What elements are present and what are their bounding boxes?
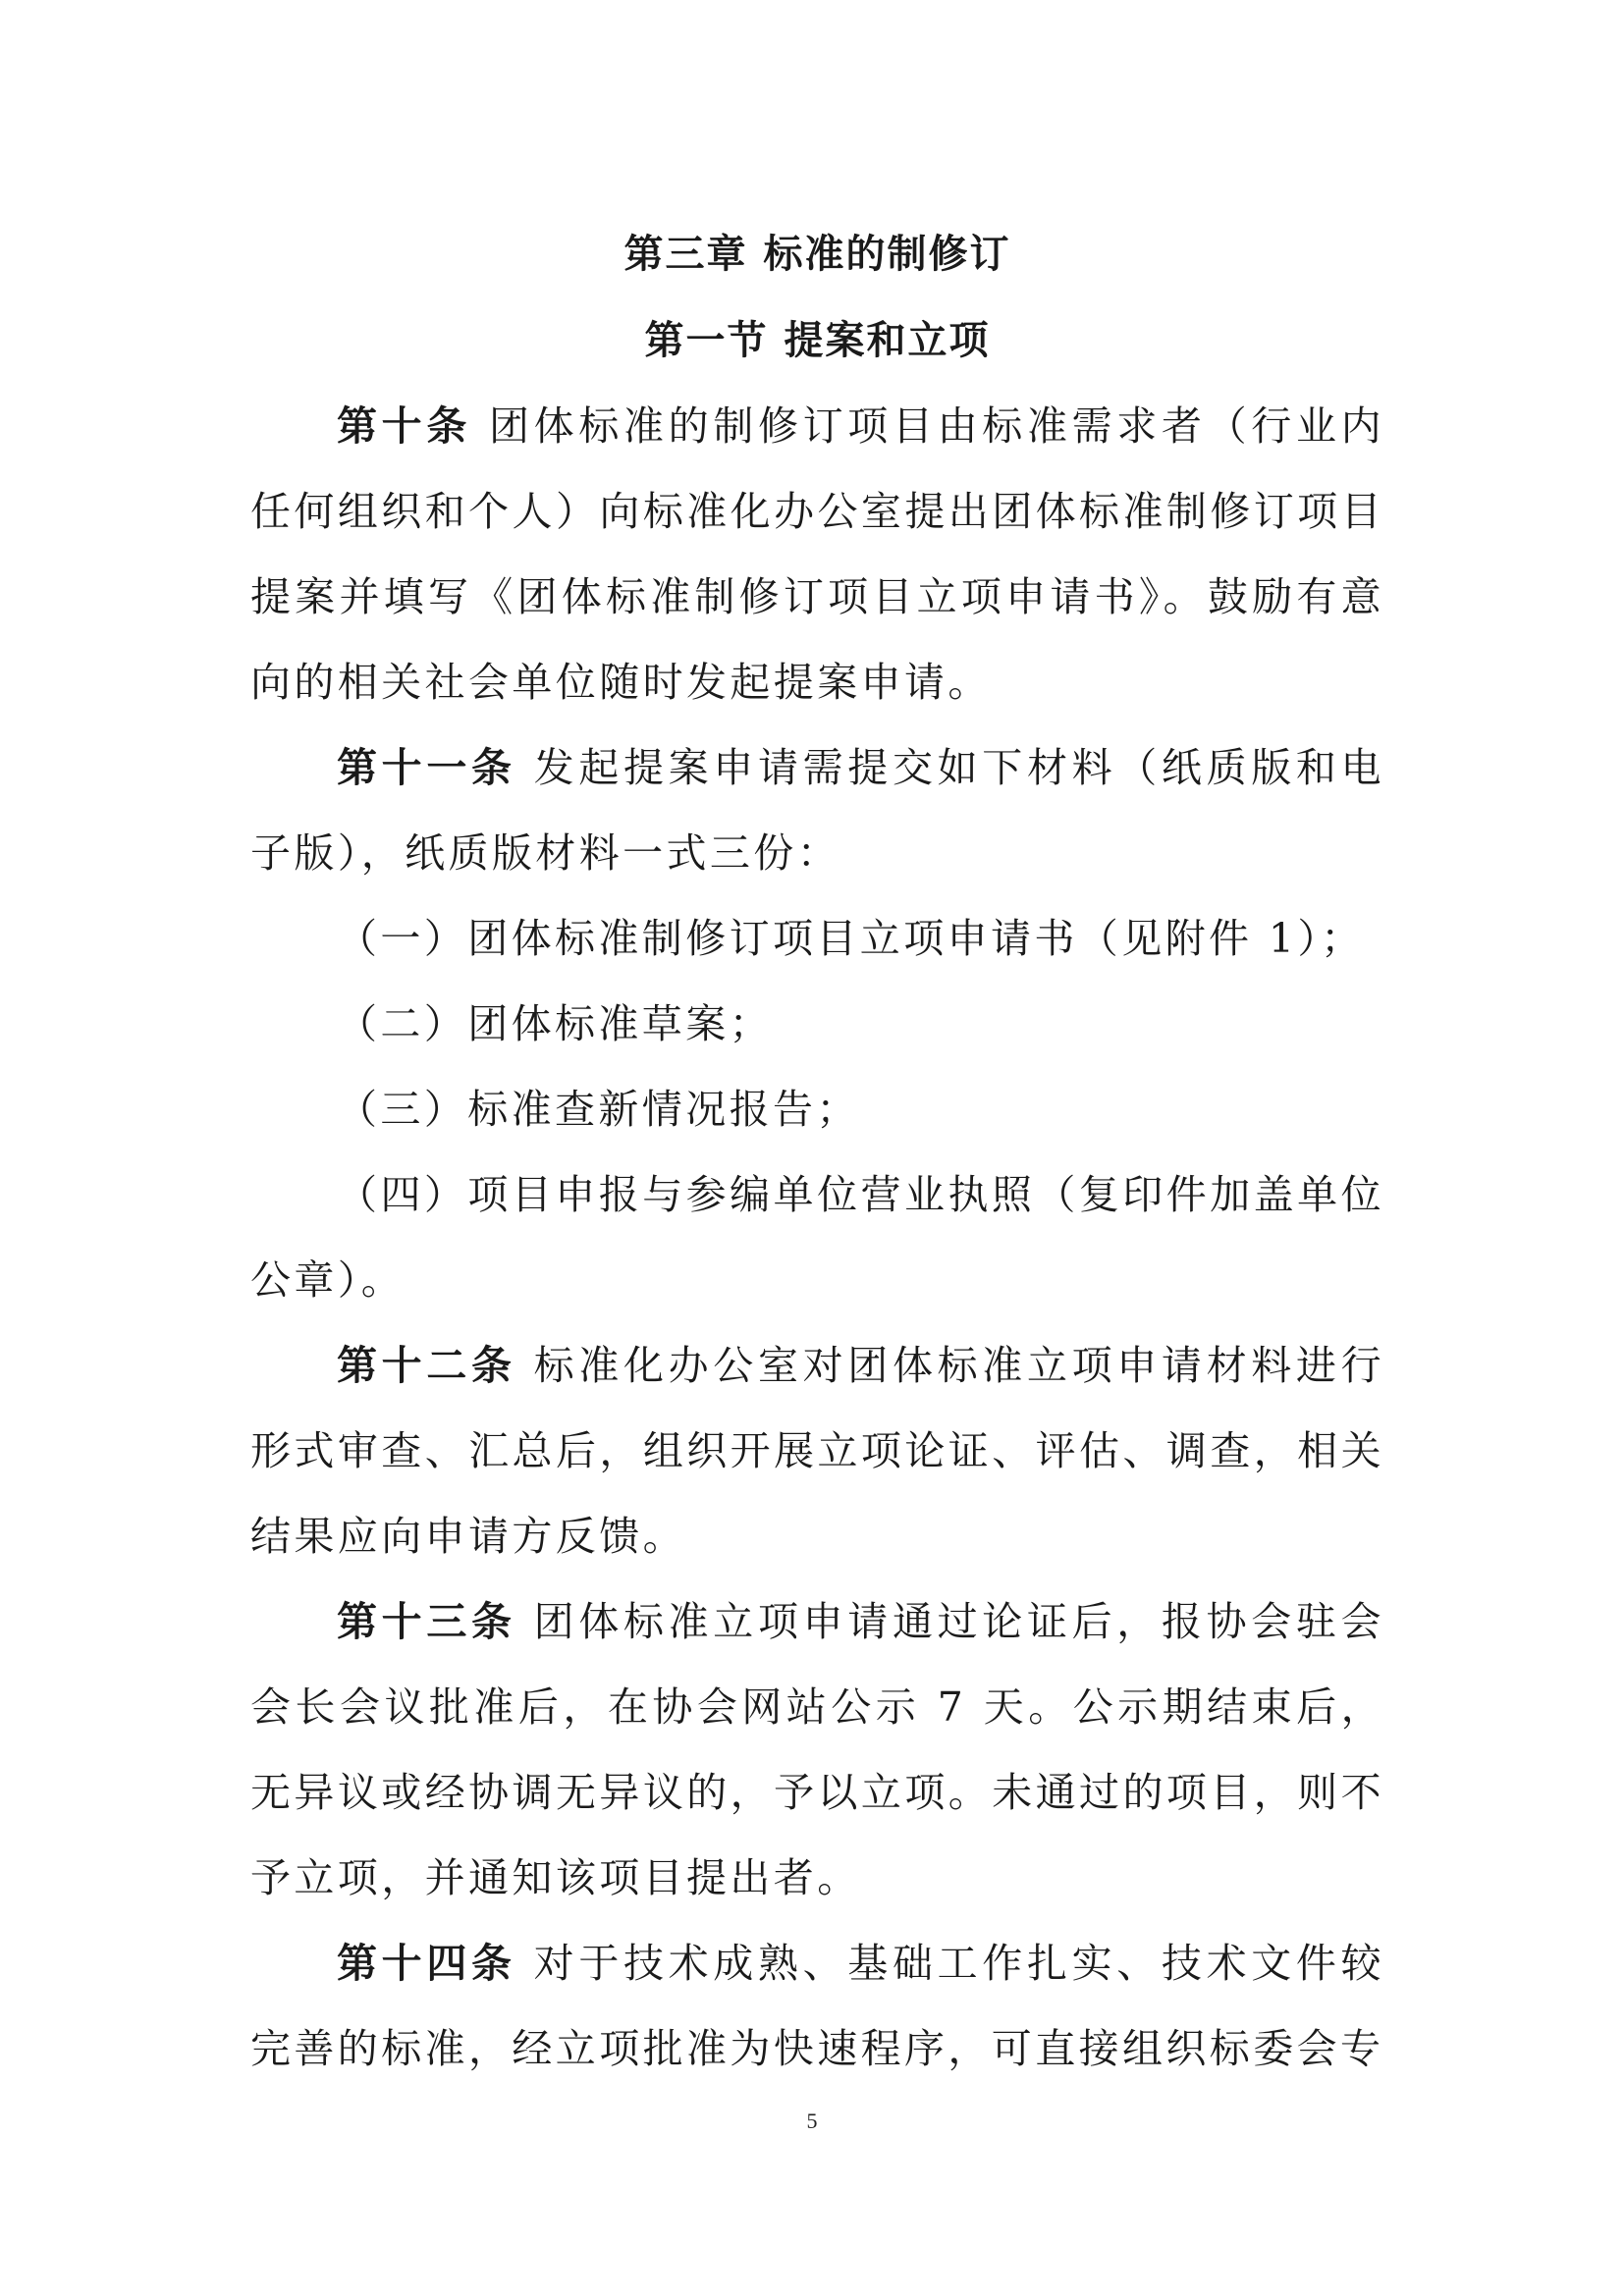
article-label: 第十四条 xyxy=(337,1940,516,1987)
article-10 xyxy=(250,384,1384,725)
list-item: （二）团体标准草案； xyxy=(337,1000,773,1047)
article-14 xyxy=(250,1921,1384,2092)
article-12 xyxy=(250,1323,1384,1579)
section-title: 第一节 提案和立项 xyxy=(644,318,991,363)
page-number: 5 xyxy=(806,2109,818,2133)
article-label: 第十一条 xyxy=(337,744,516,791)
article-label: 第十三条 xyxy=(337,1598,516,1645)
article-label: 第十二条 xyxy=(337,1342,516,1389)
list-item: （一）团体标准制修订项目立项申请书（见附件 1）； xyxy=(337,915,1365,962)
chapter-title: 第三章 标准的制修订 xyxy=(623,232,1011,277)
article-label: 第十条 xyxy=(337,402,471,450)
article-text: 标准化办公室对团体标准立项申请材料进行形式审查、汇总后，组织开展立项论证、评估、调查，相关结果应向申请方反馈。 xyxy=(250,1342,1384,1560)
article-11 xyxy=(250,725,1384,896)
article-text: 发起提案申请需提交如下材料（纸质版和电子版），纸质版材料一式三份： xyxy=(250,744,1384,877)
article-13 xyxy=(250,1579,1384,1921)
list-item: （四）项目申报与参编单位营业执照（复印件加盖单位公章）。 xyxy=(250,1171,1384,1304)
article-text: 团体标准的制修订项目由标准需求者（行业内任何组织和个人）向标准化办公室提出团体标准制修订项目提案并填写《团体标准制修订项目立项申请书》。鼓励有意向的相关社会单位随时发起提案申请。 xyxy=(250,402,1385,706)
document-page xyxy=(250,211,1384,2092)
list-item: （三）标准查新情况报告； xyxy=(337,1086,860,1133)
article-text: 对于技术成熟、基础工作扎实、技术文件较完善的标准，经立项批准为快速程序，可直接组织标委会专 xyxy=(250,1940,1384,2072)
article-text: 团体标准立项申请通过论证后，报协会驻会会长会议批准后，在协会网站公示 7 天。公示期结束后，无异议或经协调无异议的，予以立项。未通过的项目，则不予立项，并通知该项目提出者。 xyxy=(250,1598,1384,1901)
